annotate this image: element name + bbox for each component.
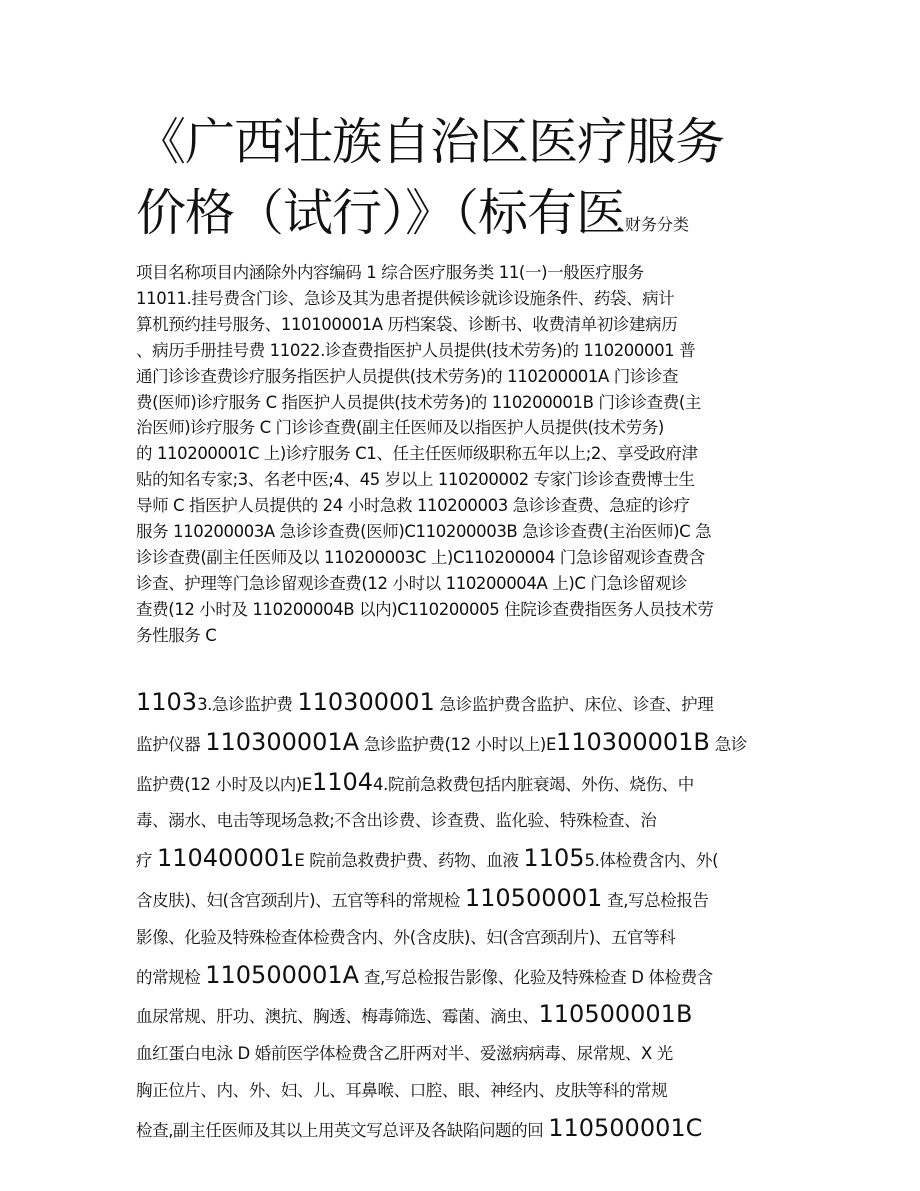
paragraph-2 (136, 684, 796, 1150)
text-line: 项目名称项目内涵除外内容编码 1 综合医疗服务类 11(一)一般医疗服务 (136, 263, 644, 282)
document-title-line-1: 《广西壮族自治区医疗服务 (136, 113, 724, 171)
text-segment: 5.体检费含内、外( (584, 851, 719, 871)
text-line: 费(医师)诊疗服务 C 指医护人员提供(技术劳务)的 110200001B 门诊诊查费(主 (136, 392, 701, 412)
text-segment: 含皮肤)、妇(含宫颈刮片)、五官等科的常规检 (136, 890, 465, 910)
text-line (136, 920, 796, 957)
text-segment: 血尿常规、肝功、澳抗、胸透、梅毒筛选、霉菌、滴虫、 (136, 1007, 539, 1027)
text-segment: 急诊监护费含监护、床位、诊查、护理 (434, 695, 714, 714)
text-line: 11011.挂号费含门诊、急诊及其为患者提供候诊就诊设施条件、药袋、病计 (136, 288, 675, 308)
text-line (136, 803, 796, 840)
item-code: 1103 (136, 688, 198, 716)
title-text: 价格（试行）》（标有医 (136, 184, 625, 242)
text-line (136, 1110, 796, 1150)
text-line (136, 1036, 796, 1073)
item-code: 110500001B (538, 1000, 693, 1029)
text-segment: 疗 (136, 851, 157, 871)
text-segment: 监护费(12 小时及以内)E (136, 774, 312, 794)
item-code: 110500001C (548, 1113, 703, 1142)
text-line: 诊查、护理等门急诊留观诊查费(12 小时以 110200004A 上)C 门急诊留观诊 (136, 573, 687, 593)
text-line (136, 724, 796, 764)
document-title-line-2 (136, 183, 689, 255)
text-line (136, 957, 796, 997)
item-code: 1104 (311, 767, 374, 796)
text-segment: 监护仪器 (136, 734, 206, 754)
text-segment: 查,写总检报告影像、化验及特殊检查 D 体检费含 (359, 967, 713, 987)
item-code: 1105 (523, 844, 585, 873)
text-line: 算机预约挂号服务、110100001A 历档案袋、诊断书、收费清单初诊建病历 (136, 314, 678, 334)
text-segment: 胸正位片、内、外、妇、儿、耳鼻喉、口腔、眼、神经内、皮肤等科的常规 (136, 1080, 668, 1100)
text-segment: 血红蛋白电泳 D 婚前医学体检费含乙肝两对半、爱滋病病毒、尿常规、X 光 (136, 1044, 673, 1064)
item-code: 110300001 (297, 688, 435, 716)
item-code: 110400001 (156, 844, 295, 873)
text-line (136, 1073, 796, 1110)
text-segment: 的常规检 (136, 967, 206, 987)
text-line: 诊诊查费(副主任医师及以 110200003C 上)C110200004 门急诊留观诊查费含 (136, 547, 705, 567)
text-line: 贴的知名专家;3、名老中医;4、45 岁以上 110200002 专家门诊诊查费博士生 (136, 470, 695, 490)
text-segment: 查,写总检报告 (602, 890, 709, 910)
text-segment: E 院前急救费护费、药物、血液 (294, 851, 524, 871)
text-line: 的 110200001C 上)诊疗服务 C1、任主任医师级职称五年以上;2、享受政府津 (136, 444, 698, 464)
text-line: 、病历手册挂号费 11022.诊查费指医护人员提供(技术劳务)的 110200001 普 (136, 340, 696, 360)
text-segment: 3.急诊监护费 (197, 695, 298, 714)
text-line: 服务 110200003A 急诊诊查费(医师)C110200003B 急诊诊查费(主治医师)C 急 (136, 522, 712, 542)
text-line: 务性服务 C (136, 625, 217, 645)
text-segment: 毒、溺水、电击等现场急救;不含出诊费、诊查费、监化验、特殊检查、治 (136, 811, 657, 831)
text-line (136, 684, 796, 724)
text-segment: 急诊监护费(12 小时以上)E (359, 734, 556, 754)
text-line: 查费(12 小时及 110200004B 以内)C110200005 住院诊查费指医务人员技术劳 (136, 599, 714, 619)
item-code: 110300001B (555, 727, 710, 756)
title-small-text: 财务分类 (625, 215, 690, 234)
text-segment: 影像、化验及特殊检查体检费含内、外(含皮肤)、妇(含宫颈刮片)、五官等科 (136, 927, 676, 947)
text-segment: 急诊 (709, 734, 747, 754)
paragraph-1 (136, 260, 796, 649)
text-line (136, 880, 796, 920)
text-segment: 4.院前急救费包括内脏衰竭、外伤、烧伤、中 (373, 774, 694, 794)
text-segment: 检查,副主任医师及其以上用英文写总评及各缺陷问题的回 (136, 1120, 549, 1140)
text-line: 通门诊诊查费诊疗服务指医护人员提供(技术劳务)的 110200001A 门诊诊查 (136, 366, 679, 386)
text-line (136, 996, 796, 1036)
item-code: 110500001A (205, 960, 360, 989)
text-line (136, 840, 796, 880)
item-code: 110500001 (464, 883, 603, 912)
text-line (136, 764, 796, 804)
item-code: 110300001A (205, 727, 360, 756)
text-line: 导师 C 指医护人员提供的 24 小时急救 110200003 急诊诊查费、急症的诊疗 (136, 496, 690, 516)
text-line: 治医师)诊疗服务 C 门诊诊查费(副主任医师及以指医护人员提供(技术劳务) (136, 418, 664, 438)
